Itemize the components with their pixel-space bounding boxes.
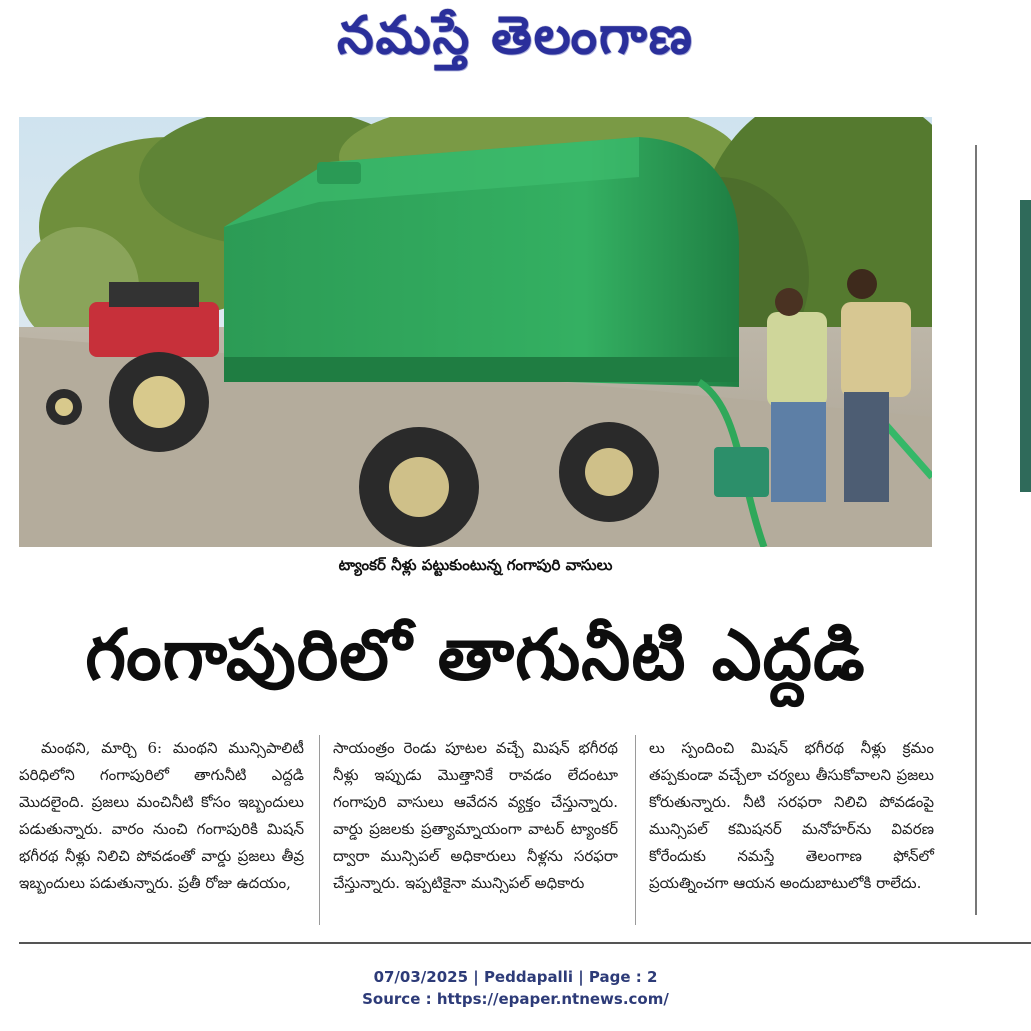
column-divider — [319, 735, 320, 925]
masthead — [0, 0, 1031, 100]
article-headline: గంగాపురిలో తాగునీటి ఎద్దడి — [85, 614, 866, 696]
article-column-3: లు స్పందించి మిషన్ భగీరథ నీళ్లు క్రమం తప్పకుండా వచ్చేలా చర్యలు తీసుకోవాలని ప్రజలు కోరుతున్నారు. నీటి సరఫరా నిలిచి పోవడంపై మున్సిపల్ కమిషనర్ మనోహర్‌ను వివరణ కోరేందుకు నమస్తే తెలంగాణ ఫోన్‌లో ప్రయత్నించగా ఆయన అందుబాటులోకి రాలేదు. — [649, 739, 934, 892]
photo-caption: ట్యాంకర్ నీళ్లు పట్టుకుంటున్న గంగాపురి వాసులు — [338, 556, 613, 574]
news-photo — [19, 117, 932, 547]
article-body — [19, 735, 932, 930]
adjacent-article-photo — [1020, 200, 1031, 492]
newspaper-logo: నమస్తే తెలంగాణ — [337, 6, 694, 66]
source-link[interactable]: Source : https://epaper.ntnews.com/ — [362, 990, 669, 1008]
page-footer — [0, 966, 1031, 1010]
edition-info: 07/03/2025 | Peddapalli | Page : 2 — [373, 968, 658, 986]
column-divider — [635, 735, 636, 925]
article-column-2: సాయంత్రం రెండు పూటల వచ్చే మిషన్ భగీరథ నీళ్లు ఇప్పుడు మొత్తానికే రావడం లేదంటూ గంగాపురి వాసులు ఆవేదన వ్యక్తం చేస్తున్నారు. వార్డు ప్రజలకు ప్రత్యామ్నాయంగా వాటర్ ట్యాంకర్ ద్వారా మున్సిపల్ అధికారులు నీళ్లను సరఫరా చేస్తున్నారు. ఇప్పటికైనా మున్సిపల్ అధికారు — [333, 739, 618, 892]
footer-divider — [19, 942, 1031, 944]
article-column-1: మంథని, మార్చి 6: మంథని మున్సిపాలిటీ పరిధిలోని గంగాపురిలో తాగునీటి ఎద్దడి మొదలైంది. ప్రజలు మంచినీటి కోసం ఇబ్బందులు పడుతున్నారు. వారం నుంచి గంగాపురికి మిషన్ భగీరథ నీళ్లు నిలిచి పోవడంతో వార్డు ప్రజలు తీవ్ర ఇబ్బందులు పడుతున్నారు. ప్రతీ రోజు ఉదయం, — [19, 739, 304, 892]
page-divider — [975, 145, 977, 915]
